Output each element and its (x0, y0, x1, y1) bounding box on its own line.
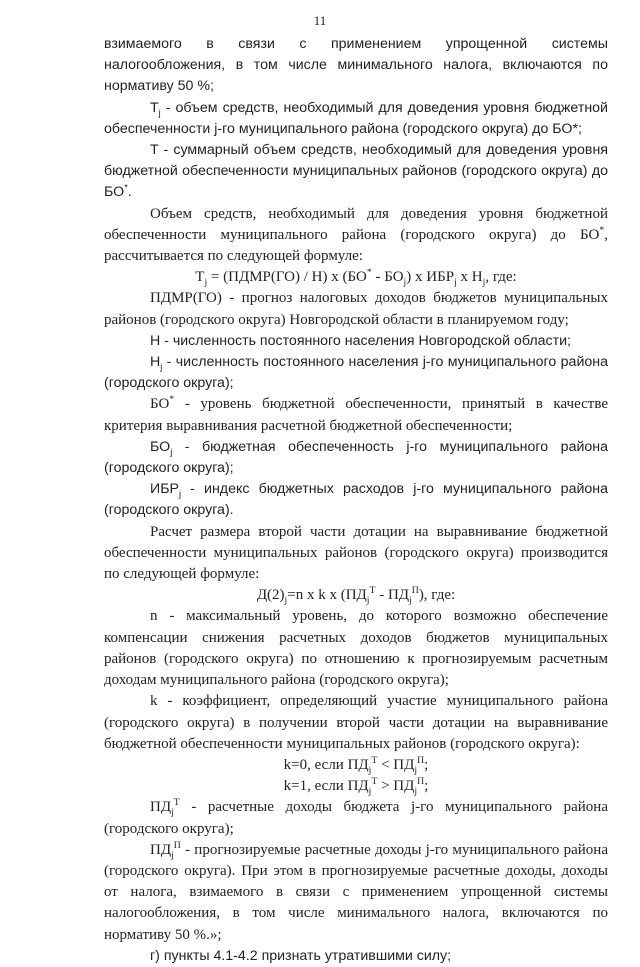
formula-part: ) x ИБР (406, 269, 455, 286)
paragraph-bo-definition (104, 394, 608, 436)
var-pd: ПД (150, 841, 172, 858)
intro-end: , рассчитывается по следующей формуле: (104, 226, 608, 265)
condition-part: ; (424, 778, 429, 795)
sup-p: П (173, 839, 181, 851)
sup-star: * (599, 224, 605, 236)
condition-sup: T (371, 776, 378, 788)
sup-t: T (173, 797, 180, 809)
sub-j: j (178, 489, 182, 500)
paragraph-tj-definition (104, 98, 608, 140)
formula-sup: П (411, 585, 419, 597)
definition-text: T - суммарный объем средств, необходимый для доведения уровня бюджетной обеспеченности муниципальных районов (городского округа) до БО (104, 142, 608, 201)
sub-j: j (171, 807, 174, 819)
condition-sub: j (368, 764, 372, 776)
condition-part: ; (424, 756, 429, 773)
formula-part: Д(2) (256, 587, 285, 604)
condition-part: < ПД (377, 756, 415, 773)
formula-tj (104, 267, 608, 288)
paragraph-n-definition: Н - численность постоянного населения Новгородской области; (150, 332, 571, 349)
condition-k1 (104, 776, 608, 797)
sub-j: j (170, 446, 173, 457)
sup-star: * (124, 182, 128, 193)
condition-sub: j (414, 764, 418, 776)
paragraph-item-g: г) пункты 4.1-4.2 признать утратившими силу; (150, 947, 452, 964)
var-bo: БО (150, 396, 170, 413)
definition-text: - численность постоянного населения j-го муниципального района (городского округа); (104, 354, 608, 392)
var-n: Н (150, 354, 161, 371)
formula-sub: j (366, 595, 370, 607)
sub-j: j (160, 361, 163, 372)
formula-sub: j (454, 277, 457, 289)
condition-part: > ПД (377, 778, 415, 795)
paragraph-k-coefficient: k - коэффициент, определяющий участие муниципального района (городского округа) в получении второй части дотации на выравнивание бюджетной обеспеченности муниципальных районов (городского округа): (104, 693, 608, 752)
formula-part: x Н (456, 269, 483, 286)
var-t: T (150, 99, 159, 116)
paragraph-pdmr-definition: ПДМР(ГО) - прогноз налоговых доходов бюджетов муниципальных районов (городского округа) Новгородской области в планируемом году; (104, 290, 608, 328)
formula-part: = (ПДМР(ГО) / Н) x (БО (207, 269, 367, 286)
definition-text: - бюджетная обеспеченность j-го муниципального района (городского округа); (104, 438, 608, 477)
intro-text: Объем средств, необходимый для доведения уровня бюджетной обеспеченности муниципального района (городского округа) до БО (104, 205, 608, 243)
definition-text: - прогнозируемые расчетные доходы j-го муниципального района (городского округа). При этом в прогнозируемые расчетные доходы, доходы от налога, взимаемого в связи с применением упрощенной системы налогообложения, в том числе минимального налога, включаются по нормативу 50 %.»; (104, 841, 608, 943)
condition-sup: П (417, 754, 425, 766)
condition-k0 (104, 755, 608, 776)
formula-part: ), где: (418, 587, 456, 604)
formula-sub: j (482, 277, 486, 289)
definition-text: - индекс бюджетных расходов j-го муниципального района (городского округа). (104, 481, 608, 519)
formula-sup: * (366, 267, 372, 279)
formula-d2 (104, 585, 608, 606)
definition-text: - уровень бюджетной обеспеченности, принятый в качестве критерия выравнивания расчетной бюджетной обеспеченности; (104, 396, 608, 434)
formula-part: , где: (485, 269, 517, 286)
var-bo: БО (150, 438, 171, 455)
paragraph-pdp-definition (104, 840, 608, 946)
var-ibr: ИБР (150, 481, 179, 498)
paragraph-formula-intro (104, 204, 608, 268)
condition-part: k=0, если ПД (283, 756, 369, 773)
sub-j: j (158, 107, 161, 118)
condition-sub: j (368, 786, 372, 798)
document-body (104, 34, 608, 967)
condition-sup: П (417, 776, 425, 788)
condition-sub: j (414, 786, 418, 798)
paragraph-second-part-intro: Расчет размера второй части дотации на выравнивание бюджетной обеспеченности муниципальных районов (городского округа) производится по следующей формуле: (104, 523, 608, 583)
formula-sub: j (403, 277, 407, 289)
formula-sup: T (369, 585, 376, 597)
formula-sub: j (409, 595, 412, 607)
paragraph-n-max-level: n - максимальный уровень, до которого возможно обеспечение компенсации снижения расчетных доходов бюджетов муниципальных районов (городского округа) по отношению к прогнозируемым расчетным доходам муниципального района (городского округа); (104, 608, 608, 689)
definition-text: - расчетные доходы бюджета j-го муниципального района (городского округа); (104, 799, 608, 837)
definition-text: - объем средств, необходимый для доведения уровня бюджетной обеспеченности j-го муниципального района (городского округа) до БО*; (104, 99, 608, 137)
var-pd: ПД (150, 799, 172, 816)
formula-part: - БО (371, 269, 404, 286)
formula-sub: j (284, 595, 288, 607)
formula-sub: j (204, 277, 208, 289)
paragraph-t-definition (104, 140, 608, 204)
paragraph-ibr-definition (104, 479, 608, 521)
paragraph-boj-definition (104, 437, 608, 479)
sub-j: j (171, 849, 174, 861)
sup-star: * (169, 394, 175, 406)
condition-part: k=1, если ПД (283, 778, 369, 795)
condition-sup: T (371, 754, 378, 766)
paragraph-continuation: взимаемого в связи с применением упрощенной системы налогообложения, в том числе минимального налога, включаются по нормативу 50 %; (104, 36, 608, 95)
formula-part: - ПД (375, 587, 410, 604)
paragraph-pdt-definition (104, 797, 608, 839)
page-number: 11 (313, 13, 327, 28)
paragraph-nj-definition (104, 352, 608, 394)
definition-end: . (127, 184, 132, 201)
formula-part: =n x k x (ПД (287, 587, 367, 604)
formula-part: T (195, 269, 205, 286)
